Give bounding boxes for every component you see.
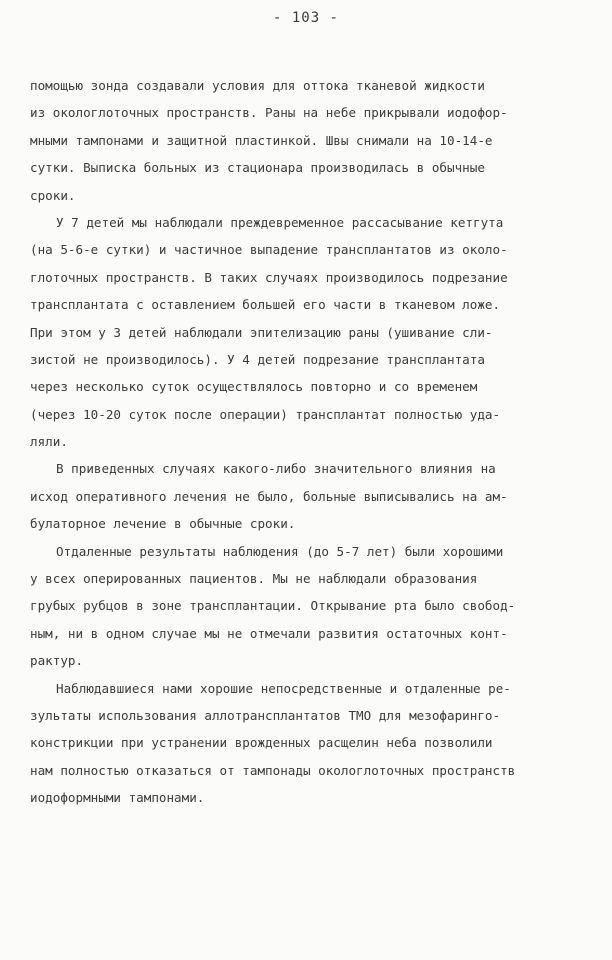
text-line: у всех оперированных пациентов. Мы не наблюдали образования [30,571,478,587]
text-line: констрикции при устранении врожденных расщелин неба позволили [30,735,493,751]
text-line: Наблюдавшиеся нами хорошие непосредственные и отдаленные ре- [56,680,511,696]
page-number: - 103 - [272,10,339,26]
text-line: глоточных пространств. В таких случаях производилось подрезание [30,269,508,285]
text-line: (на 5-6-е сутки) и частичное выпадение трансплантатов из околo- [30,242,508,258]
text-line: Отдаленные результаты наблюдения (до 5-7 лет) были хорошими [56,543,504,559]
text-line: зистой не производилось). У 4 детей подрезание трансплантата [30,351,485,367]
text-line: сутки. Выписка больных из стационара производилась в обычные [30,160,485,176]
text-line: мными тампонами и защитной пластинкой. Швы снимали на 10-14-е [30,132,493,148]
text-line: из окологлоточных пространств. Раны на небе прикрывали иодофор- [30,105,508,121]
text-line: ляли. [30,434,68,450]
text-line: рактур. [30,653,84,669]
body-text [30,72,590,812]
text-line: сроки. [30,187,76,203]
text-line: зультаты использования аллотрансплантатов ТМО для мезофаринго- [30,707,501,723]
text-line: грубых рубцов в зоне трансплантации. Открывание рта было свобод- [30,598,516,614]
text-line: булаторное лечение в обычные сроки. [30,516,296,532]
text-line: При этом у 3 детей наблюдали эпителизацию раны (ушивание сли- [30,324,493,340]
text-line: (через 10-20 суток после операции) трансплантат полностью уда- [30,406,501,422]
text-line: У 7 детей мы наблюдали преждевременное рассасывание кетгута [56,214,504,230]
text-line: через несколько суток осуществлялось повторно и со временем [30,379,478,395]
text-line: трансплантата с оставлением большей его части в тканевом ложе. [30,297,501,313]
text-line: нам полностью отказаться от тампонады окологлоточных пространств [30,762,516,778]
text-line: иодоформными тампонами. [30,790,205,806]
text-line: ным, ни в одном случае мы не отмечали развития остаточных конт- [30,625,508,641]
text-line: В приведенных случаях какого-либо значительного влияния на [56,461,496,477]
text-line: исход оперативного лечения не было, больные выписывались на ам- [30,488,508,504]
text-line: помощью зонда создавали условия для оттока тканевой жидкости [30,78,485,93]
